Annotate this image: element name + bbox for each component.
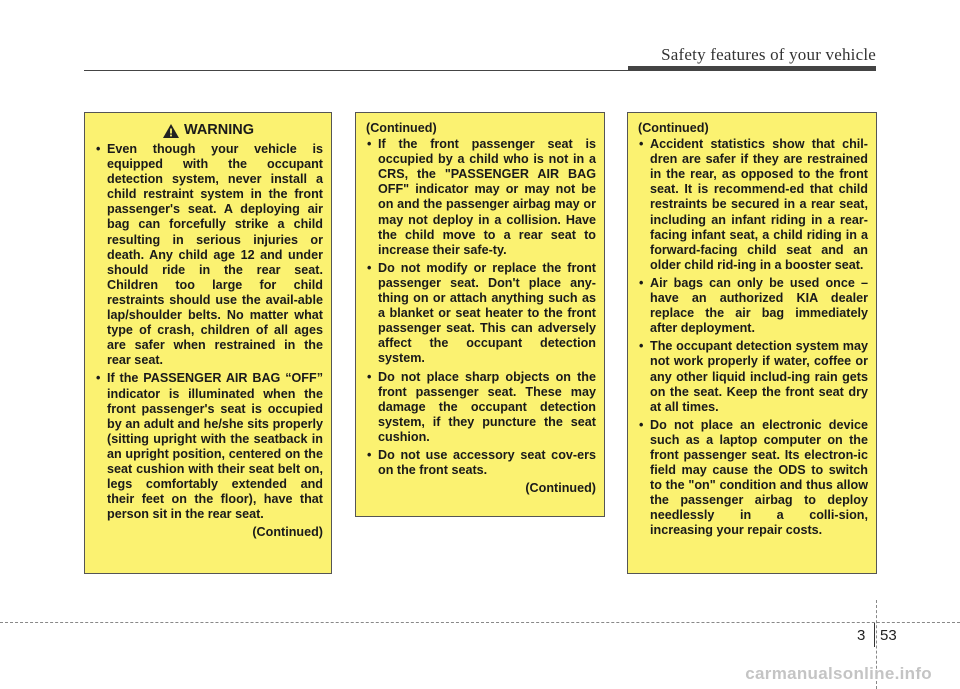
list-item: • Do not place an electronic device such as a laptop computer on the front passenger seat. Its electron-ic field may cause the ODS to switch to the "on" condition and thus allow the passenger airbag to deploy needlessly in a colli-sion, increasing your repair costs. [636,418,868,539]
warning-box [84,112,332,574]
page-number: 53 [880,627,897,644]
warning-box-continued-1 [355,112,605,517]
list-item: • Do not use accessory seat cov-ers on the front seats. [364,448,596,478]
warning-list [93,142,323,522]
warning-list [636,137,868,538]
warning-heading [93,123,323,139]
warning-triangle-icon [162,123,180,139]
continued-label: (Continued) [366,121,437,135]
watermark: carmanualsonline.info [745,664,932,683]
list-item: • If the front passenger seat is occupied by a child who is not in a CRS, the "PASSENGER AIR BAG OFF" indicator may or may not be on and the passenger airbag may or may not deploy in a collision. Have the child move to a rear seat to increase their safe-ty. [364,137,596,258]
chapter-number: 3 [857,627,866,644]
footer-dashed-rule [0,622,960,623]
continued-label: (Continued) [525,481,596,496]
list-item: • Air bags can only be used once – have an authorized KIA dealer replace the air bag immediately after deployment. [636,276,868,336]
page-number-divider [874,623,875,647]
warning-heading-text: WARNING [183,122,255,139]
continued-label: (Continued) [252,525,323,540]
list-item: • Even though your vehicle is equipped with the occupant detection system, never install a child restraint system in the front passenger's seat. A deploying air bag can forcefully strike a child resulting in serious injuries or death. Any child age 12 and under should ride in the rear seat. Children too large for child restraints should use the avail-able lap/shoulder belts. No matter what type of crash, children of all ages are safer when restrained in the rear seat. [93,142,323,368]
warning-list [364,137,596,478]
list-item: • Accident statistics show that chil-dren are safer if they are restrained in the rear, as opposed to the front seat. It is recommend-ed that child restraints be secured in a rear seat, including an infant riding in a rear-facing infant seat, a child riding in a forward-facing child seat and an older child rid-ing in a booster seat. [636,137,868,273]
continued-label: (Continued) [638,121,709,135]
list-item: • Do not modify or replace the front passenger seat. Don't place any-thing on or attach anything such as a blanket or seat heater to the front passenger seat. This can adversely affect the occupant detection system. [364,261,596,367]
list-item: • Do not place sharp objects on the front passenger seat. These may damage the occupant detection system, if they puncture the seat cushion. [364,370,596,445]
list-item: • The occupant detection system may not work properly if water, coffee or any other liquid includ-ing rain gets on the seat. Keep the front seat dry at all times. [636,339,868,414]
header-rule [84,70,876,71]
warning-box-continued-2 [627,112,877,574]
list-item: • If the PASSENGER AIR BAG “OFF” indicator is illuminated when the front passenger's seat is occupied by an adult and he/she sits properly (sitting upright with the seatback in an upright position, centered on the seat cushion with their seat belt on, legs comfortably extended and their feet on the floor), have that person sit in the rear seat. [93,371,323,522]
page-header-title: Safety features of your vehicle [661,45,876,64]
